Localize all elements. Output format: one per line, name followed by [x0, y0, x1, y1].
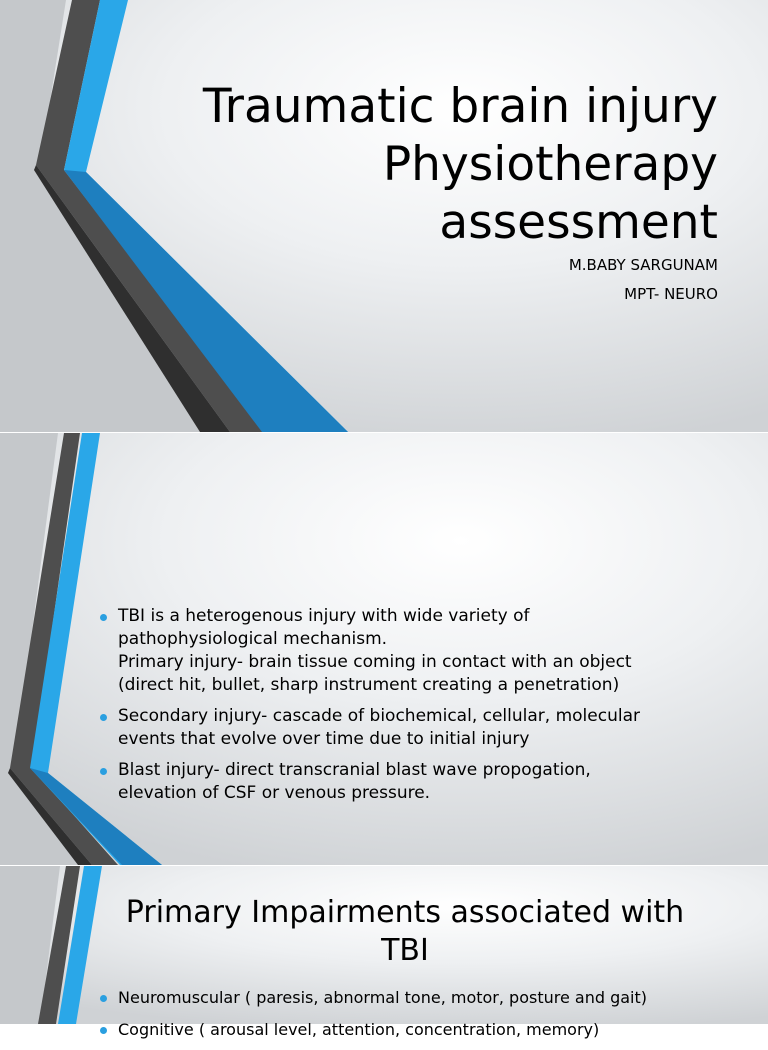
bullet-item [100, 1018, 740, 1042]
title-line: Traumatic brain injury [202, 79, 718, 134]
bullet-item [100, 705, 740, 751]
author-name: M.BABY SARGUNAM [568, 256, 718, 274]
title-slide [0, 0, 768, 432]
bullet-text-line: Cognitive ( arousal level, attention, concentration, memory) [118, 1020, 600, 1039]
slide-title [98, 78, 718, 252]
bullet-dot-icon [100, 714, 107, 721]
bullet-item [100, 605, 740, 697]
bullet-item [100, 986, 740, 1010]
bullet-text-line: elevation of CSF or venous pressure. [118, 783, 431, 803]
content-slide [0, 866, 768, 1039]
title-line: Primary Impairments associated with [125, 895, 685, 930]
title-line: Physiotherapy [382, 137, 718, 192]
bullet-item [100, 759, 740, 805]
bullet-text-line: TBI is a heterogenous injury with wide variety of [118, 606, 530, 626]
author-degree: MPT- NEURO [624, 285, 718, 303]
bullet-text-line: Blast injury- direct transcranial blast wave propogation, [118, 760, 591, 780]
bullet-dot-icon [100, 995, 107, 1002]
title-line: TBI [381, 933, 429, 968]
bullet-text-line: events that evolve over time due to initial injury [118, 729, 530, 749]
bullet-dot-icon [100, 768, 107, 775]
bullet-dot-icon [100, 614, 107, 621]
content-slide [0, 433, 768, 865]
bullet-text-line: pathophysiological mechanism. [118, 629, 388, 649]
bullet-text-line: Secondary injury- cascade of biochemical, cellular, molecular [118, 706, 640, 726]
bullet-list [100, 986, 740, 1050]
bullet-text-line: Neuromuscular ( paresis, abnormal tone, motor, posture and gait) [118, 988, 648, 1007]
bullet-text-line: Primary injury- brain tissue coming in contact with an object [118, 652, 632, 672]
bullet-dot-icon [100, 1027, 107, 1034]
slide-title [90, 894, 720, 970]
bullet-list [100, 605, 740, 813]
bullet-text-line: (direct hit, bullet, sharp instrument creating a penetration) [118, 675, 620, 695]
title-line: assessment [439, 195, 718, 250]
